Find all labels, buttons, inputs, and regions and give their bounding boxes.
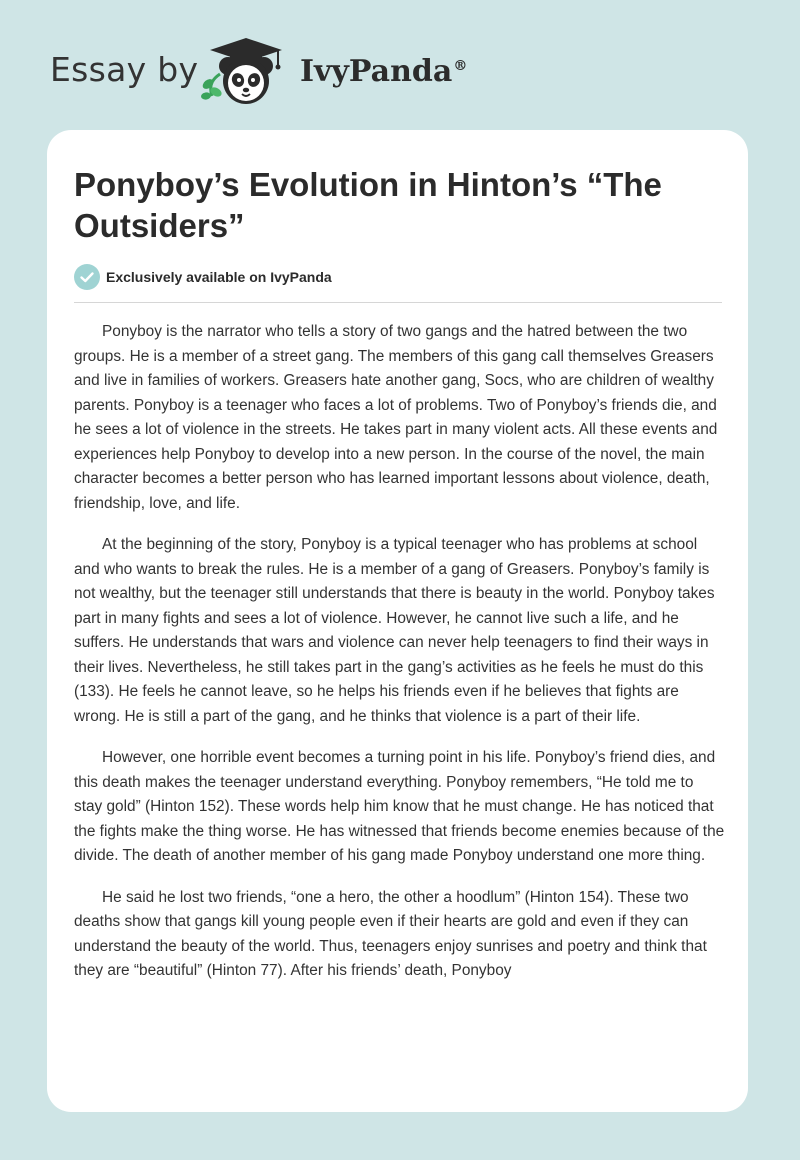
paragraph: Ponyboy is the narrator who tells a story of two gangs and the hatred between the two groups. He is a member of a street gang. The members of this gang call themselves Greasers and live in families of workers. Greasers hate another gang, Socs, who are children of wealthy parents. Ponyboy is a teenager who faces a lot of problems. Two of Ponyboy’s friends die, and he sees a lot of violence in the streets. He takes part in many violent acts. All these events and experiences help Ponyboy to develop into a new person. In the course of the novel, the main character becomes a better person who has learned important lessons about violence, death, friendship, love, and life. (74, 323, 718, 512)
essay-by-label: Essay by (50, 50, 199, 89)
exclusive-label: Exclusively available on IvyPanda (106, 269, 332, 285)
essay-body (74, 320, 725, 1001)
divider (74, 302, 722, 303)
paragraph: However, one horrible event becomes a turning point in his life. Ponyboy’s friend dies, and this death makes the teenager understand everything. Ponyboy remembers, “He told me to stay gold” (Hinton 152). These words help him know that he must change. He has noticed that the fights make the thing worse. He has witnessed that friends become enemies because of the divide. The death of another member of his gang made Ponyboy understand one more thing. (74, 749, 725, 864)
site-header (0, 0, 800, 130)
paragraph: He said he lost two friends, “one a hero, the other a hoodlum” (Hinton 154). These two deaths show that gangs kill young people even if their hearts are gold and even if they can understand the beauty of the world. Thus, teenagers enjoy sunrises and poetry and think that they are “beautiful” (Hinton 77). After his friends’ death, Ponyboy (74, 888, 707, 979)
registered-mark: ® (453, 58, 468, 74)
paragraph: At the beginning of the story, Ponyboy is a typical teenager who has problems at school and who wants to break the rules. He is a member of a gang of Greasers. Ponyboy’s family is not wealthy, but the teenager still understands that there is beauty in the world. Ponyboy takes part in many fights and sees a lot of violence. However, he cannot live such a life, and he suffers. He understands that wars and violence can never help teenagers to find their ways in their lives. Nevertheless, he still takes part in the gang’s activities as he feels he must do this (133). He feels he cannot leave, so he helps his friends even if he believes that fights are wrong. He is still a part of the gang, and he thinks that violence is a part of their life. (74, 536, 715, 725)
essay-card (47, 130, 748, 1112)
brand-name[interactable] (300, 54, 467, 89)
exclusive-badge (74, 264, 332, 290)
panda-graduation-cap-icon[interactable] (198, 34, 290, 110)
check-circle-icon (74, 264, 100, 290)
brand-name-text: IvyPanda (300, 54, 453, 89)
essay-title: Ponyboy’s Evolution in Hinton’s “The Outsiders” (74, 166, 662, 244)
